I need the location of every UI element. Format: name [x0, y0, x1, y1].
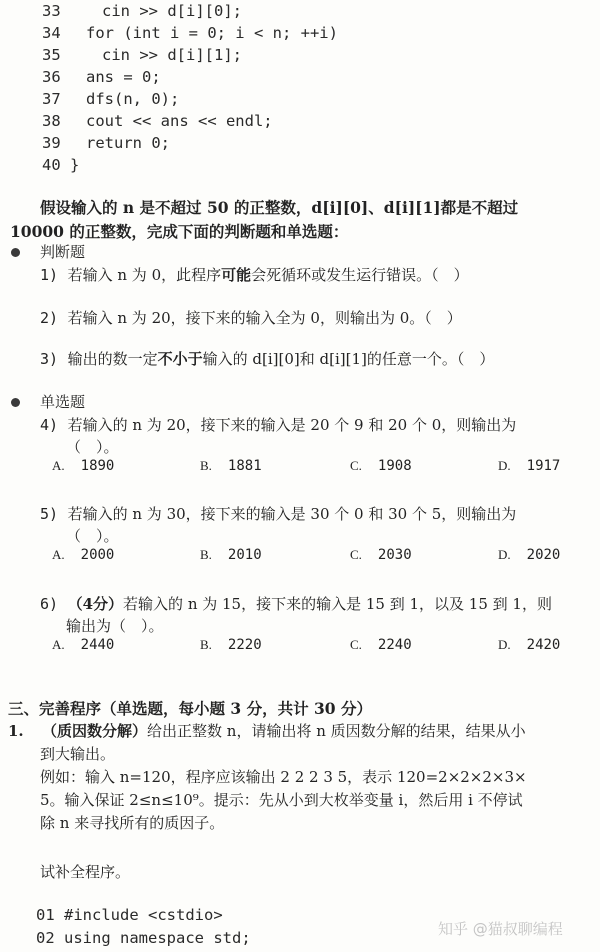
item-text: 若输入的 n 为 30，接下来的输入是 30 个 0 和 30 个 5，则输出为 [67, 505, 517, 523]
option-d[interactable]: D. 1917 [498, 458, 561, 474]
mc-item-6 [40, 593, 552, 614]
code-text: cout << ans << endl; [86, 112, 273, 130]
item-text: 会死循环或发生运行错误。（ ） [251, 266, 469, 284]
code-text: #include <cstdio> [64, 906, 223, 924]
code-line [42, 68, 161, 86]
tf-item-3 [40, 348, 494, 369]
line-number: 39 [42, 134, 61, 152]
line-number: 35 [42, 46, 61, 64]
item-emphasis: 不小于 [157, 350, 203, 368]
question-title: （质因数分解） [42, 722, 148, 740]
q1-line-4: 5。输入保证 2≤n≤10⁹。提示：先从小到大枚举变量 i，然后用 i 不停试 [40, 791, 523, 809]
bullet-icon [11, 398, 20, 407]
line-number: 02 [36, 929, 55, 947]
intro-line-1: 假设输入的 n 是不超过 50 的正整数，d[i][0]、d[i][1]都是不超过 [40, 198, 519, 217]
option-b[interactable]: B. 2010 [200, 547, 262, 563]
line-number: 38 [42, 112, 61, 130]
option-d[interactable]: D. 2020 [498, 547, 561, 563]
answer-blank: （ ）。 [66, 527, 119, 545]
option-a[interactable]: A. 1890 [52, 458, 115, 474]
q1-line-2: 到大输出。 [40, 745, 116, 763]
code-text: } [70, 156, 80, 174]
tf-item-2 [40, 307, 462, 328]
item-number: 1) [40, 266, 59, 284]
code-line [42, 24, 338, 42]
item-text: 若输入 n 为 20，接下来的输入全为 0，则输出为 0。（ ） [67, 309, 462, 327]
item-text: 若输入的 n 为 20，接下来的输入是 20 个 9 和 20 个 0，则输出为 [67, 416, 517, 434]
answer-blank: 输出为（ ）。 [66, 617, 164, 635]
item-number: 2) [40, 309, 59, 327]
code-line [42, 156, 79, 174]
item-emphasis: 可能 [221, 266, 252, 284]
code-text: dfs(n, 0); [86, 90, 180, 108]
question-number: 1. [8, 722, 24, 740]
item-number: 5) [40, 505, 59, 523]
option-b[interactable]: B. 1881 [200, 458, 262, 474]
option-b[interactable]: B. 2220 [200, 637, 262, 653]
mc-heading: 单选题 [40, 393, 86, 411]
code-text: cin >> d[i][0]; [102, 2, 242, 20]
option-c[interactable]: C. 2240 [350, 637, 412, 653]
code-line [42, 134, 170, 152]
mc-item-5 [40, 503, 516, 524]
intro-line-2: 10000 的正整数，完成下面的判断题和单选题： [10, 222, 349, 241]
code-text: ans = 0; [86, 68, 161, 86]
option-a[interactable]: A. 2000 [52, 547, 115, 563]
q1-line-1 [8, 720, 526, 741]
item-number: 4) [40, 416, 59, 434]
code-line [42, 46, 242, 64]
bullet-icon [11, 248, 20, 257]
line-number: 01 [36, 906, 55, 924]
section-heading: 三、完善程序（单选题，每小题 3 分，共计 30 分） [8, 699, 372, 718]
tf-item-1 [40, 264, 469, 285]
item-text: 输出的数一定 [67, 350, 158, 368]
option-a[interactable]: A. 2440 [52, 637, 115, 653]
code-line [42, 112, 273, 130]
item-text: 输入的 d[i][0]和 d[i][1]的任意一个。（ ） [202, 350, 495, 368]
option-c[interactable]: C. 1908 [350, 458, 412, 474]
code-text: for (int i = 0; i < n; ++i) [86, 24, 338, 42]
watermark: 知乎 @猫叔聊编程 [438, 920, 563, 938]
points-label: （4分） [67, 595, 124, 613]
line-number: 37 [42, 90, 61, 108]
question-text: 给出正整数 n，请输出将 n 质因数分解的结果，结果从小 [147, 722, 526, 740]
code-text: return 0; [86, 134, 170, 152]
answer-blank: （ ）。 [66, 438, 119, 456]
item-number: 6) [40, 595, 59, 613]
tf-heading: 判断题 [40, 243, 86, 261]
option-c[interactable]: C. 2030 [350, 547, 412, 563]
line-number: 40 [42, 156, 61, 174]
item-text: 若输入 n 为 0，此程序 [67, 266, 222, 284]
mc-item-4 [40, 414, 516, 435]
instruction-text: 试补全程序。 [40, 863, 131, 881]
option-d[interactable]: D. 2420 [498, 637, 561, 653]
item-text: 若输入的 n 为 15，接下来的输入是 15 到 1，以及 15 到 1，则 [123, 595, 552, 613]
line-number: 36 [42, 68, 61, 86]
q1-line-5: 除 n 来寻找所有的质因子。 [40, 814, 225, 832]
code-text: cin >> d[i][1]; [102, 46, 242, 64]
line-number: 34 [42, 24, 61, 42]
code-line [36, 929, 251, 947]
code-line [42, 90, 179, 108]
code-line [36, 906, 223, 924]
code-text: using namespace std; [64, 929, 251, 947]
code-line [42, 2, 242, 20]
q1-line-3: 例如：输入 n=120，程序应该输出 2 2 2 3 5，表示 120=2×2×2×3× [40, 768, 527, 786]
item-number: 3) [40, 350, 59, 368]
line-number: 33 [42, 2, 61, 20]
